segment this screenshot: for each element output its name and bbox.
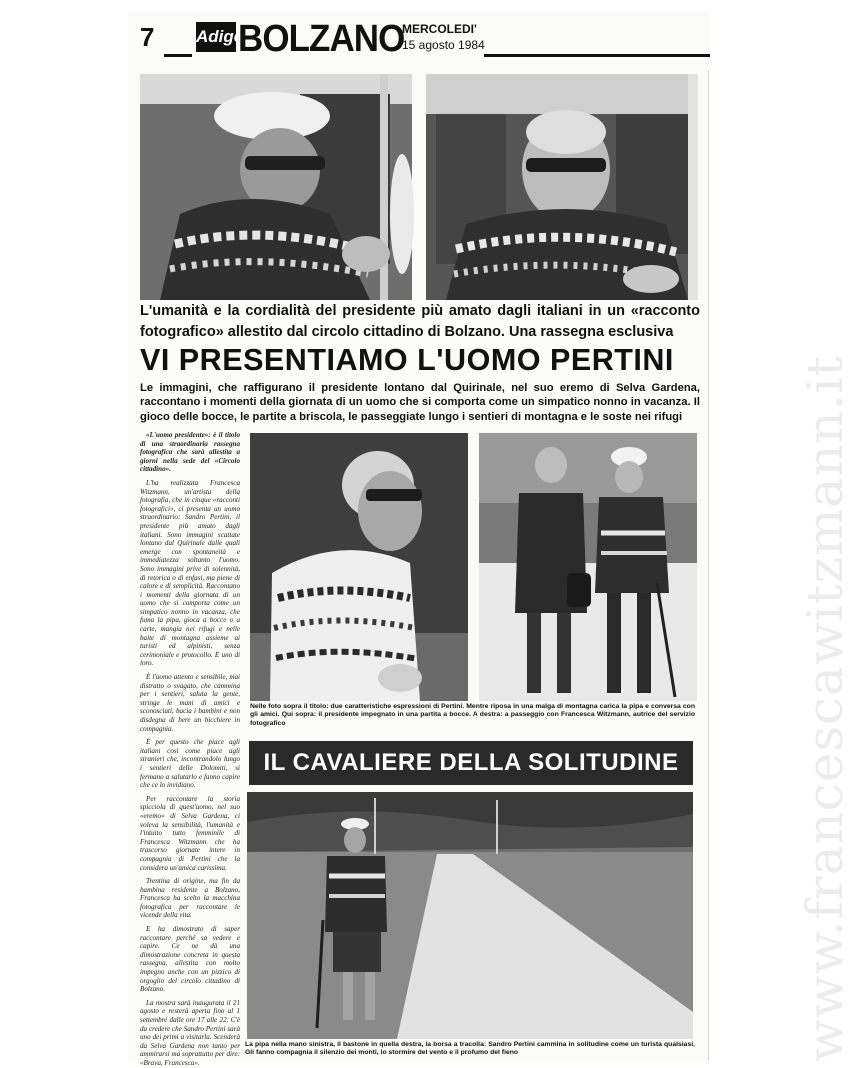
- photo-pertini-walk-with-author: [479, 433, 697, 701]
- masthead-rule-right: [484, 54, 710, 57]
- article-body: [140, 431, 240, 1067]
- masthead: [140, 18, 710, 62]
- masthead-rule-left: [164, 54, 192, 57]
- photo-caption-bottom: La pipa nella mano sinistra, il bastone in quella destra, la borsa a tracolla: Sandro Pertini cammina in solitudine come un turista qualsiasi. Gli fanno compagnia il silenzio dei monti, lo stormire del vento e il profumo del fieno: [245, 1041, 695, 1057]
- photo-caption-top: Nelle foto sopra il titolo: due caratteristiche espressioni di Pertini. Mentre riposa in una malga di montagna carica la pipa e conversa con gli amici. Qui sopra: il presidente impegnato in una partita a bocce. A destra: a passeggio con Francesca Witzmann, autrice del servizio fotografico: [250, 703, 695, 727]
- article-kicker: L'umanità e la cordialità del presidente più amato dagli italiani in un «racconto fotografico» allestito dal circolo cittadino di Bolzano. Una rassegna esclusiva: [140, 303, 700, 340]
- watermark-text: www.francescawitzmann.it: [796, 355, 854, 1062]
- body-paragraph: La mostra sarà inaugurata il 21 agosto e resterà aperta fino al 1 settembre dalle ore 17 alle 22. C'è da credere che Sandro Pertini sarà uno dei primi a visitarla. Scenderà da Selva Gardena non tanto per ammirarsi ma soprattutto per dire: «Brava, Francesca».: [140, 998, 240, 1067]
- photo-pertini-pipe: [140, 74, 412, 300]
- city-title: BOLZANO: [238, 18, 405, 60]
- body-paragraph: L'ha realizzata Francesca Witzmann, un'artista della fotografia, che in cinque «racconti fotografici», ci presenta un uomo straordinario: Sandro Pertini, il presidente più amato dagli italiani. Sono immagini scattate lontano dal Quirinale dalle quali emerge con spontaneità e immediatezza soltanto l'uomo. Sono immagini prive di solennità, di retorica o di enfasi, ma piene di calore e di semplicità. Raccontano i momenti della giornata di un uomo che si comporta come un simpatico nonno in vacanza, che fuma la pipa, gioca a bocce o a carte, mangia nei rifugi e nelle baite di montagna assieme ai turisti ed alpinisti, senza cerimoniale e protocollo. È uno di loro.: [140, 478, 240, 668]
- photo-pertini-solitude-walk: [247, 792, 693, 1039]
- body-paragraph: Per raccontare la storia spicciola di quest'uomo, nel suo «eremo» di Selva Gardena, ci voleva la sensibilità, l'umanità e l'intuito tutto femminile di Francesca Witzmann che ha trascorso giornate intere in compagnia di Pertini che la considera un'amica carissima.: [140, 794, 240, 872]
- body-paragraph: È l'uomo attento e sensibile, mai distratto o svagato, che cammina per i sentieri, saluta la gente, stringe le mani di amici e sconosciuti, bacia i bambini e non disdegna di bere un bicchiere in compagnia.: [140, 673, 240, 733]
- page-number: 7: [140, 22, 155, 52]
- brand-logo: Adige: [196, 22, 236, 52]
- issue-date: 15 agosto 1984: [402, 38, 485, 52]
- photo-pertini-bocce: [250, 433, 468, 701]
- body-paragraph: E ha dimostrato di saper raccontare perché sa vedere e capire. Ce ne dà una dimostrazione concreta in questa rassegna, allestita con molto impegno anche con un pizzico di orgoglio del circolo cittadino di Bolzano.: [140, 925, 240, 994]
- article-headline: VI PRESENTIAMO L'UOMO PERTINI: [140, 342, 674, 377]
- photo-pertini-glasses: [426, 74, 698, 300]
- body-paragraph: «L'uomo presidente»: è il titolo di una straordinaria rassegna fotografica che sarà allestita a giorni nella sede del «Circolo cittadino».: [140, 431, 240, 474]
- section-banner: IL CAVALIERE DELLA SOLITUDINE: [249, 741, 693, 785]
- body-paragraph: Trentina di origine, ma fin da bambina residente a Bolzano, Francesca ha scelto la macchina fotografica per raccontare le vicende della vita.: [140, 877, 240, 920]
- page-edge: [708, 70, 709, 1060]
- article-deck: Le immagini, che raffigurano il presidente lontano dal Quirinale, nel suo eremo di Selva Gardena, raccontano i momenti della giornata di un uomo che si comporta come un simpatico nonno in vacanza. Il gioco delle bocce, le partite a briscola, le passeggiate lungo i sentieri di montagna e le soste nei rifugi: [140, 382, 700, 423]
- weekday: MERCOLEDI': [402, 22, 477, 36]
- body-paragraph: È per questo che piace agli italiani così come piace agli stranieri che, incontrandolo lungo i sentieri delle Dolomiti, si fermano a salutarlo e fanno capire che ce lo invidiano.: [140, 738, 240, 790]
